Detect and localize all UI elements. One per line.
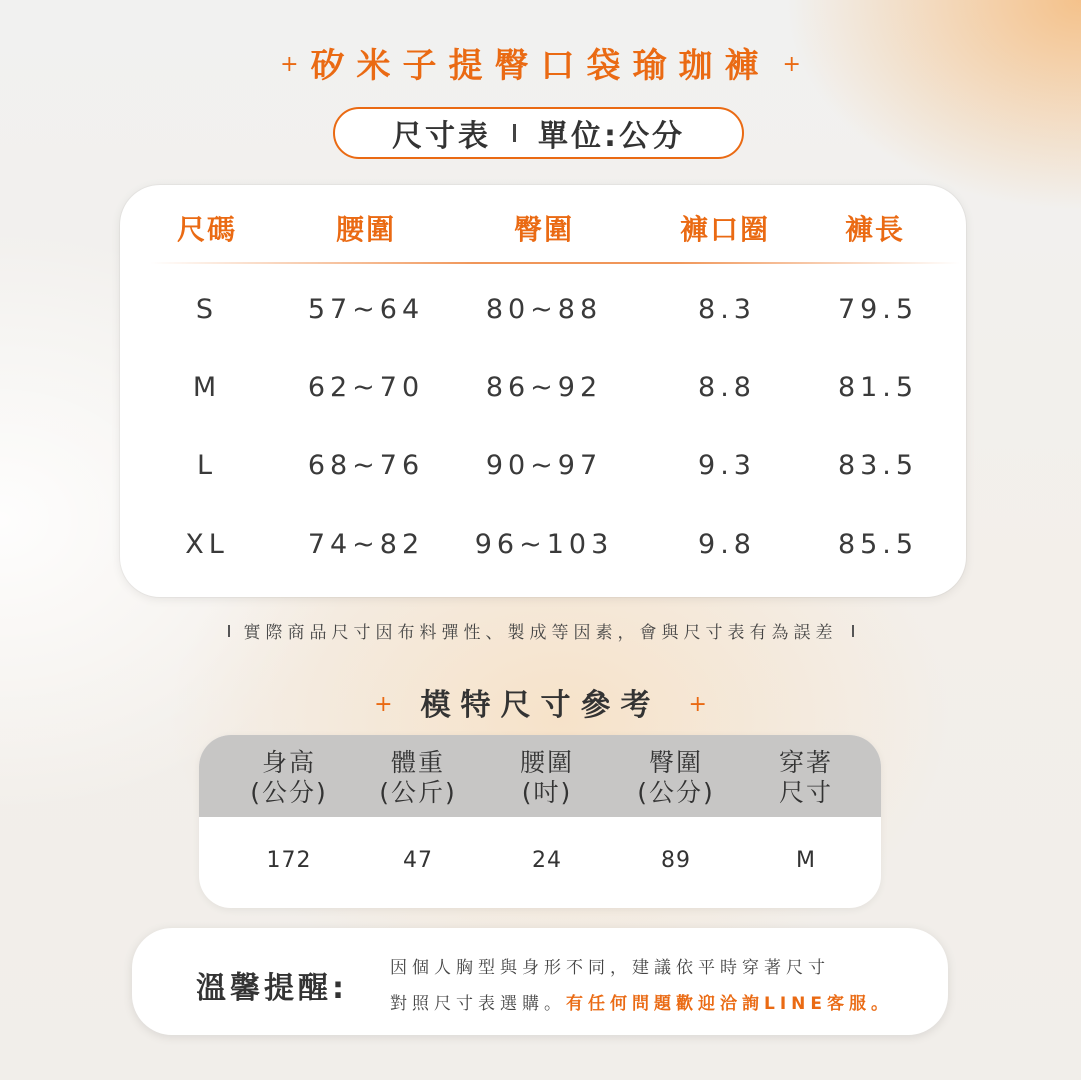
table-cell: 57~64 xyxy=(307,294,425,325)
reminder-line-2-highlight: 有任何問題歡迎洽詢LINE客服。 xyxy=(566,994,893,1014)
header-leg-opening: 褲口圈 xyxy=(679,213,771,246)
table-cell: XL xyxy=(185,529,229,560)
plus-decoration-right: + xyxy=(782,52,801,77)
model-value-waist: 24 xyxy=(532,848,562,873)
reminder-line-2-plain: 對照尺寸表選購。 xyxy=(390,994,566,1014)
table-cell: 81.5 xyxy=(837,372,919,403)
model-header-hip: 臀圍 (公分) xyxy=(637,748,715,807)
table-cell: 90~97 xyxy=(485,450,603,481)
table-cell: 74~82 xyxy=(307,529,425,560)
table-cell: 9.8 xyxy=(698,529,756,560)
model-value-hip: 89 xyxy=(661,848,691,873)
table-cell: 86~92 xyxy=(485,372,603,403)
page-title xyxy=(0,38,1081,87)
unit-label: 單位:公分 xyxy=(538,119,685,154)
reminder-line-2 xyxy=(390,989,893,1014)
table-cell: L xyxy=(196,450,218,481)
table-cell: S xyxy=(195,294,219,325)
model-title-text: 模特尺寸參考 xyxy=(420,688,661,723)
separator-bar xyxy=(513,124,516,142)
header-waist: 腰圍 xyxy=(335,213,397,246)
header-hip: 臀圍 xyxy=(513,213,575,246)
reminder-label: 溫馨提醒: xyxy=(196,971,348,1006)
plus-decoration-left: + xyxy=(280,52,299,77)
product-title: 矽米子提臀口袋瑜珈褲 xyxy=(310,46,771,86)
table-cell: 9.3 xyxy=(698,450,756,481)
model-value-height: 172 xyxy=(266,848,312,873)
table-cell: M xyxy=(192,372,222,403)
bar-decoration-right xyxy=(852,625,854,637)
plus-decoration-left: + xyxy=(374,692,393,717)
model-section-title xyxy=(0,680,1081,724)
table-cell: 62~70 xyxy=(307,372,425,403)
size-chart-unit-pill xyxy=(333,107,744,159)
model-value-size: M xyxy=(796,848,816,873)
model-header-height: 身高 (公分) xyxy=(250,748,328,807)
model-header-weight: 體重 (公斤) xyxy=(379,748,457,807)
table-cell: 96~103 xyxy=(474,529,614,560)
table-cell: 8.3 xyxy=(698,294,756,325)
size-chart-label: 尺寸表 xyxy=(392,119,491,154)
plus-decoration-right: + xyxy=(688,692,707,717)
disclaimer-text: 實際商品尺寸因布料彈性、製成等因素，會與尺寸表有為誤差 xyxy=(243,623,838,643)
table-cell: 79.5 xyxy=(837,294,919,325)
reminder-line-1: 因個人胸型與身形不同，建議依平時穿著尺寸 xyxy=(390,958,830,978)
model-header-size-worn: 穿著 尺寸 xyxy=(778,748,834,807)
bar-decoration-left xyxy=(228,625,230,637)
header-size: 尺碼 xyxy=(176,213,238,246)
size-disclaimer xyxy=(0,618,1081,643)
table-cell: 80~88 xyxy=(485,294,603,325)
header-length: 褲長 xyxy=(844,213,906,246)
model-value-weight: 47 xyxy=(403,848,433,873)
header-divider xyxy=(150,262,960,264)
table-cell: 68~76 xyxy=(307,450,425,481)
table-cell: 83.5 xyxy=(837,450,919,481)
table-cell: 8.8 xyxy=(698,372,756,403)
table-cell: 85.5 xyxy=(837,529,919,560)
model-header-waist: 腰圍 (吋) xyxy=(519,748,575,807)
